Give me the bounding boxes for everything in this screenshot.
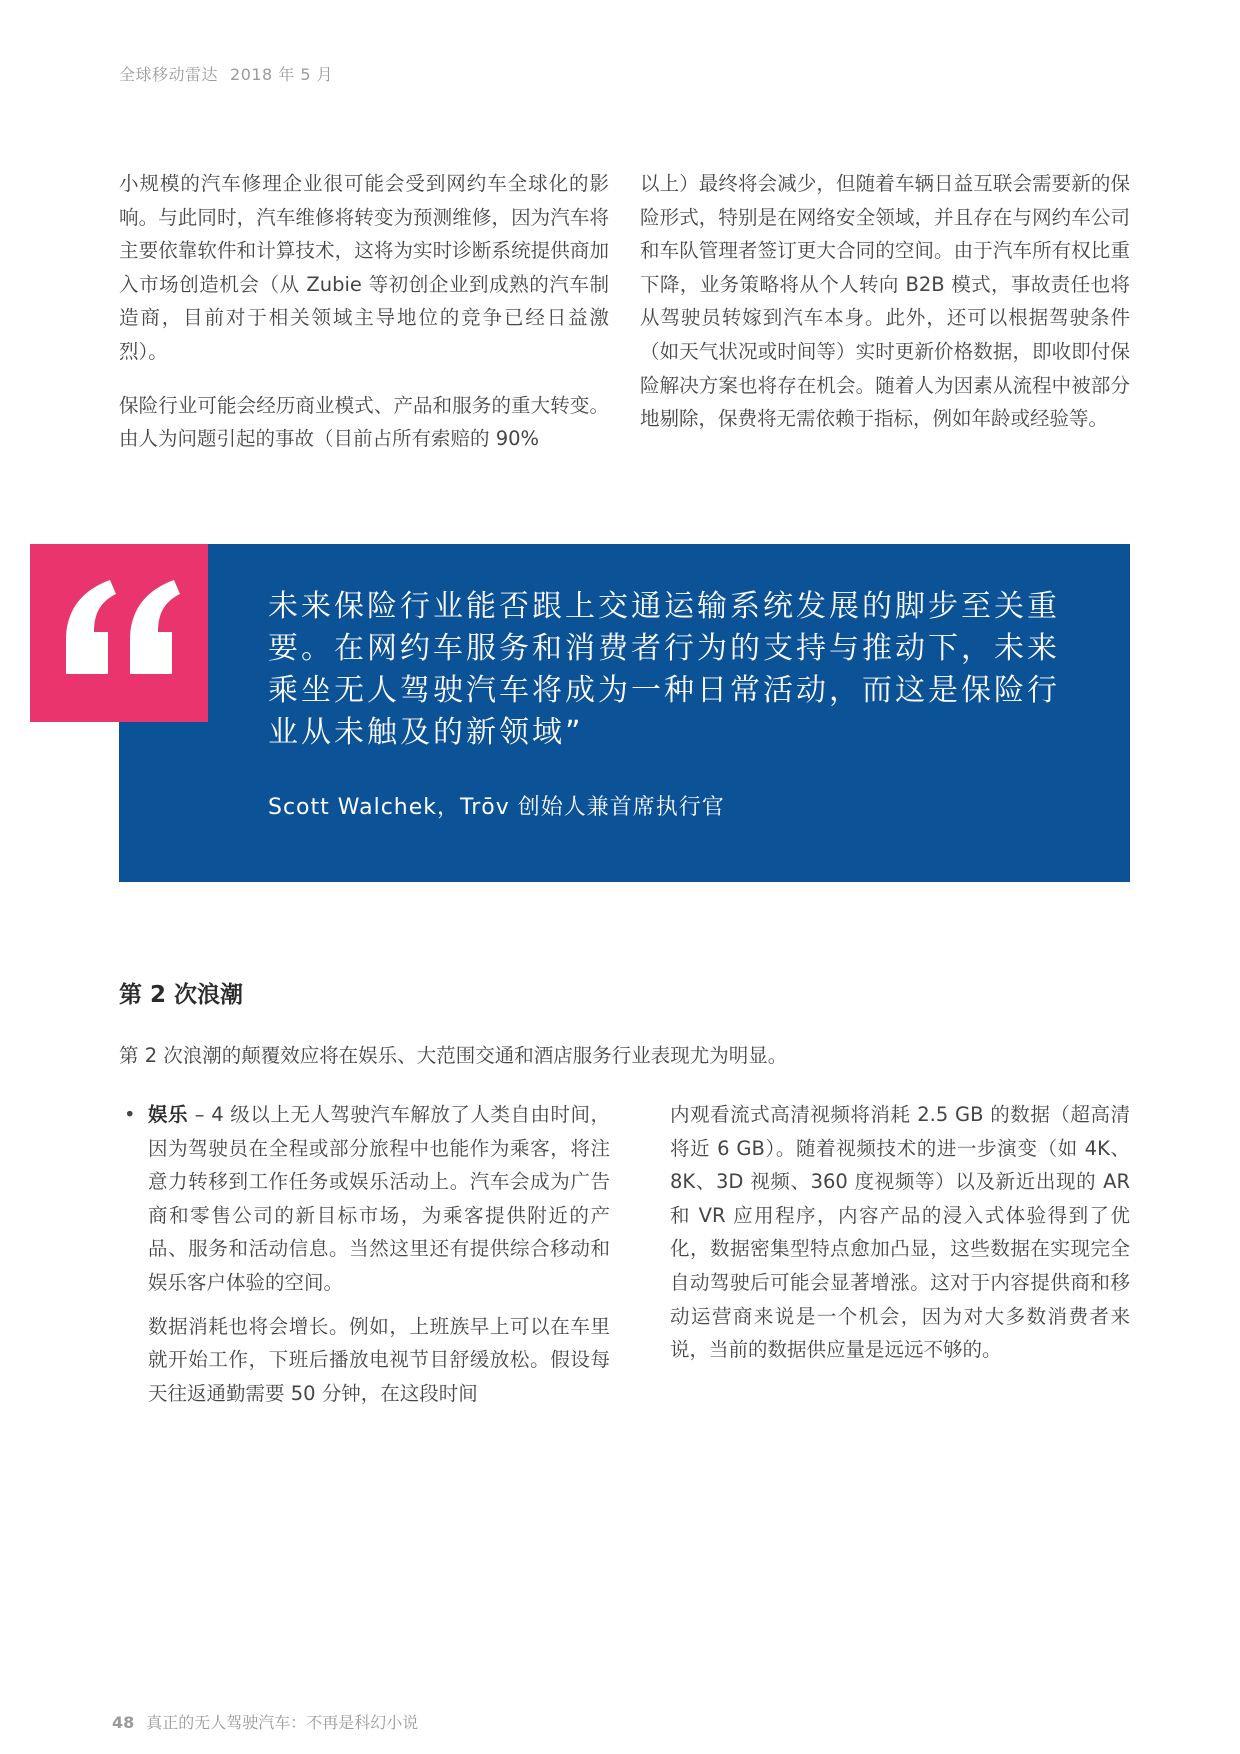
paragraph-video-data: 内观看流式高清视频将消耗 2.5 GB 的数据（超高清将近 6 GB）。随着视频技术的进一步演变（如 4K、8K、3D 视频、360 度视频等）以及新近出现的 AR 和 VR 应用程序，内容产品的浸入式体验得到了优化，数据密集型特点愈加凸显，这些数据在实现完全自动驾驶后可能会显著增涨。这对于内容提供商和移动运营商来说是一个机会，因为对大多数消费者来说，当前的数据供应量是远远不够的。 (670, 1103, 1130, 1362)
top-left-column (119, 167, 609, 456)
report-title: 全球移动雷达 (119, 65, 219, 84)
bullet-entertainment (148, 1098, 610, 1300)
footer-title: 真正的无人驾驶汽车：不再是科幻小说 (146, 1713, 419, 1732)
top-right-column (640, 167, 1130, 436)
section-title: 第 2 次浪潮 (119, 982, 244, 1008)
quote-mark-icon (30, 544, 208, 722)
paragraph-insurance-start: 保险行业可能会经历商业模式、产品和服务的重大转变。由人为问题引起的事故（目前占所有索赔的 90% (119, 393, 609, 451)
quote-text: 未来保险行业能否跟上交通运输系统发展的脚步至关重要。在网约车服务和消费者行为的支持与推动下，未来乘坐无人驾驶汽车将成为一种日常活动，而这是保险行业从未触及的新领域” (268, 589, 1060, 750)
bullet-marker: • (124, 1103, 136, 1126)
paragraph-data-consumption: 数据消耗也将会增长。例如，上班族早上可以在车里就开始工作，下班后播放电视节目舒缓放松。假设每天往返通勤需要 50 分钟，在这段时间 (148, 1314, 610, 1405)
paragraph-auto-repair: 小规模的汽车修理企业很可能会受到网约车全球化的影响。与此同时，汽车维修将转变为预测维修，因为汽车将主要依靠软件和计算技术，这将为实时诊断系统提供商加入市场创造机会（从 Zubie 等初创企业到成熟的汽车制造商，目前对于相关领域主导地位的竞争已经日益激烈）。 (119, 172, 609, 363)
report-date: 2018 年 5 月 (230, 65, 334, 84)
bottom-left-column (148, 1098, 610, 1410)
section-intro: 第 2 次浪潮的颠覆效应将在娱乐、大范围交通和酒店服务行业表现尤为明显。 (119, 1044, 788, 1067)
paragraph-insurance-continued: 以上）最终将会减少，但随着车辆日益互联会需要新的保险形式，特别是在网络安全领域，并且存在与网约车公司和车队管理者签订更大合同的空间。由于汽车所有权比重下降，业务策略将从个人转向 B2B 模式，事故责任也将从驾驶员转嫁到汽车本身。此外，还可以根据驾驶条件（如天气状况或时间等）实时更新价格数据，即收即付保险解决方案也将存在机会。随着人为因素从流程中被部分地剔除，保费将无需依赖于指标，例如年龄或经验等。 (640, 172, 1130, 431)
bullet-body: – 4 级以上无人驾驶汽车解放了人类自由时间，因为驾驶员在全程或部分旅程中也能作为乘客，将注意力转移到工作任务或娱乐活动上。汽车会成为广告商和零售公司的新目标市场，为乘客提供附近的产品、服务和活动信息。当然这里还有提供综合移动和娱乐客户体验的空间。 (148, 1103, 610, 1294)
quote-author: Scott Walchek，Trōv 创始人兼首席执行官 (268, 795, 725, 820)
bullet-term: 娱乐 (148, 1103, 189, 1126)
running-footer (112, 1710, 418, 1733)
bottom-right-column (670, 1098, 1130, 1367)
running-header (119, 62, 333, 85)
page-number: 48 (112, 1713, 135, 1732)
